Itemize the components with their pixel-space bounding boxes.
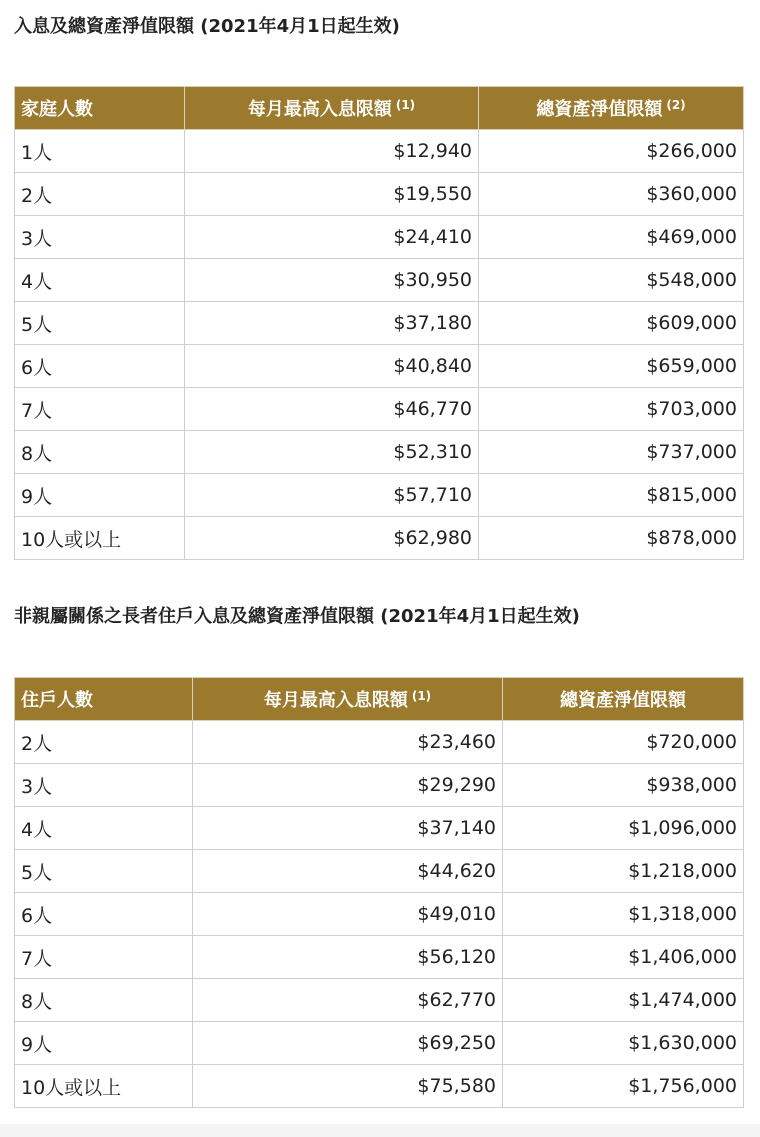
table-header-row: [15, 678, 744, 721]
section-title-elderly-household-limits: 非親屬關係之長者住戶入息及總資產淨值限額 (2021年4月1日起生效): [14, 606, 580, 627]
header-monthly-income-limit-label: 每月最高入息限額: [247, 99, 392, 120]
monthly-income-limit-cell: $30,950: [185, 259, 479, 302]
net-asset-limit-cell: $1,318,000: [503, 893, 744, 936]
net-asset-limit-cell: $737,000: [479, 431, 744, 474]
monthly-income-limit-cell: $52,310: [185, 431, 479, 474]
household-size-cell: 9人: [15, 1022, 193, 1065]
household-size-cell: 6人: [15, 893, 193, 936]
header-total-net-asset-limit: [503, 678, 744, 721]
household-size-cell: 4人: [15, 807, 193, 850]
header-monthly-income-limit-label: 每月最高入息限額: [263, 690, 408, 711]
table-body: [15, 721, 744, 1108]
household-size-cell: 2人: [15, 721, 193, 764]
table-row: [15, 259, 744, 302]
table-row: [15, 345, 744, 388]
net-asset-limit-cell: $548,000: [479, 259, 744, 302]
net-asset-limit-cell: $1,630,000: [503, 1022, 744, 1065]
net-asset-limit-cell: $1,406,000: [503, 936, 744, 979]
table-row: [15, 721, 744, 764]
table-body: [15, 130, 744, 560]
monthly-income-limit-cell: $24,410: [185, 216, 479, 259]
net-asset-limit-cell: $1,096,000: [503, 807, 744, 850]
monthly-income-limit-cell: $69,250: [193, 1022, 503, 1065]
table-row: [15, 936, 744, 979]
footnote-marker-2: (2): [666, 98, 686, 112]
net-asset-limit-cell: $878,000: [479, 517, 744, 560]
header-monthly-income-limit: [185, 87, 479, 130]
page-bottom-strip: [0, 1124, 760, 1137]
table-row: [15, 517, 744, 560]
header-monthly-income-limit: [193, 678, 503, 721]
elderly-household-limits-table: [14, 677, 744, 1108]
monthly-income-limit-cell: $37,140: [193, 807, 503, 850]
table-header-row: [15, 87, 744, 130]
table-row: [15, 764, 744, 807]
monthly-income-limit-cell: $19,550: [185, 173, 479, 216]
household-size-cell: 6人: [15, 345, 185, 388]
household-size-cell: 8人: [15, 979, 193, 1022]
net-asset-limit-cell: $469,000: [479, 216, 744, 259]
monthly-income-limit-cell: $49,010: [193, 893, 503, 936]
monthly-income-limit-cell: $75,580: [193, 1065, 503, 1108]
table-row: [15, 893, 744, 936]
monthly-income-limit-cell: $23,460: [193, 721, 503, 764]
household-size-cell: 5人: [15, 302, 185, 345]
net-asset-limit-cell: $1,474,000: [503, 979, 744, 1022]
net-asset-limit-cell: $659,000: [479, 345, 744, 388]
section-title-income-asset-limits: 入息及總資產淨值限額 (2021年4月1日起生效): [14, 16, 400, 37]
household-size-cell: 9人: [15, 474, 185, 517]
header-household-size: [15, 87, 185, 130]
household-size-cell: 3人: [15, 216, 185, 259]
table-row: [15, 979, 744, 1022]
monthly-income-limit-cell: $29,290: [193, 764, 503, 807]
table-row: [15, 431, 744, 474]
monthly-income-limit-cell: $62,770: [193, 979, 503, 1022]
net-asset-limit-cell: $609,000: [479, 302, 744, 345]
table-row: [15, 474, 744, 517]
monthly-income-limit-cell: $12,940: [185, 130, 479, 173]
net-asset-limit-cell: $1,218,000: [503, 850, 744, 893]
household-size-cell: 8人: [15, 431, 185, 474]
footnote-marker-1: (1): [395, 98, 416, 112]
monthly-income-limit-cell: $62,980: [185, 517, 479, 560]
household-size-cell: 5人: [15, 850, 193, 893]
income-asset-limits-table: [14, 86, 744, 560]
net-asset-limit-cell: $938,000: [503, 764, 744, 807]
household-size-cell: 7人: [15, 388, 185, 431]
household-size-cell: 7人: [15, 936, 193, 979]
table-row: [15, 1022, 744, 1065]
table-row: [15, 216, 744, 259]
household-size-cell: 4人: [15, 259, 185, 302]
table-row: [15, 850, 744, 893]
monthly-income-limit-cell: $40,840: [185, 345, 479, 388]
footnote-marker-1: (1): [411, 689, 432, 703]
table-row: [15, 302, 744, 345]
monthly-income-limit-cell: $44,620: [193, 850, 503, 893]
net-asset-limit-cell: $703,000: [479, 388, 744, 431]
monthly-income-limit-cell: $57,710: [185, 474, 479, 517]
household-size-cell: 2人: [15, 173, 185, 216]
net-asset-limit-cell: $266,000: [479, 130, 744, 173]
header-household-size-label: 住戶人數: [21, 690, 93, 711]
table-row: [15, 807, 744, 850]
net-asset-limit-cell: $815,000: [479, 474, 744, 517]
household-size-cell: 10人或以上: [15, 517, 185, 560]
net-asset-limit-cell: $720,000: [503, 721, 744, 764]
table-row: [15, 388, 744, 431]
monthly-income-limit-cell: $37,180: [185, 302, 479, 345]
table-row: [15, 1065, 744, 1108]
net-asset-limit-cell: $1,756,000: [503, 1065, 744, 1108]
header-total-net-asset-limit: [479, 87, 744, 130]
header-household-size-label: 家庭人數: [21, 99, 93, 120]
monthly-income-limit-cell: $46,770: [185, 388, 479, 431]
table-row: [15, 130, 744, 173]
monthly-income-limit-cell: $56,120: [193, 936, 503, 979]
header-household-size: [15, 678, 193, 721]
table-row: [15, 173, 744, 216]
household-size-cell: 1人: [15, 130, 185, 173]
header-total-net-asset-limit-label: 總資產淨值限額: [536, 99, 663, 120]
household-size-cell: 10人或以上: [15, 1065, 193, 1108]
header-total-net-asset-limit-label: 總資產淨值限額: [560, 690, 686, 711]
household-size-cell: 3人: [15, 764, 193, 807]
net-asset-limit-cell: $360,000: [479, 173, 744, 216]
